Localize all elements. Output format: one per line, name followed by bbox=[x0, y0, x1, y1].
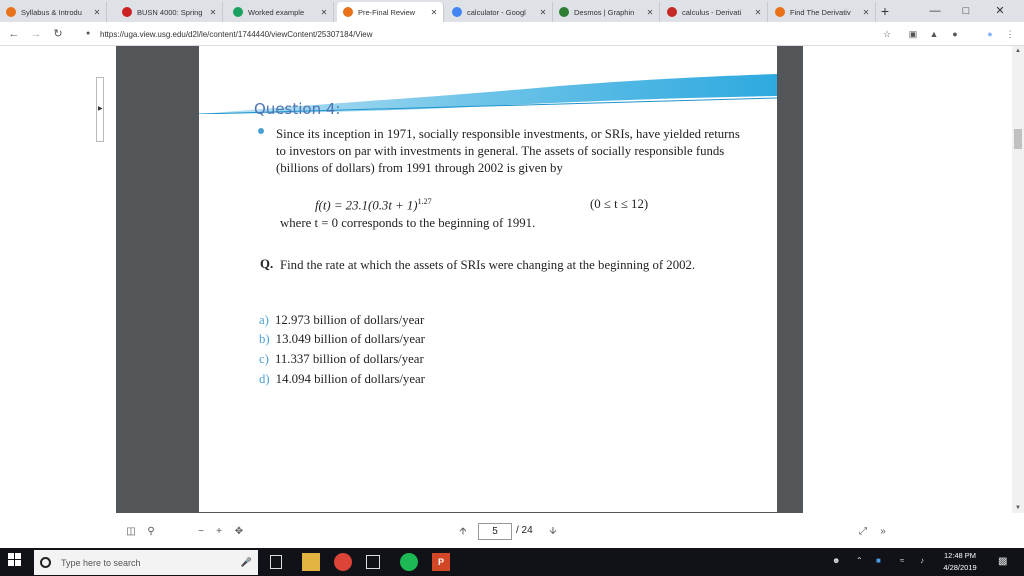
task-view-icon[interactable] bbox=[270, 555, 282, 569]
browser-toolbar bbox=[0, 22, 1024, 46]
tab-close-icon[interactable]: ✕ bbox=[646, 7, 654, 17]
tab-label: Find The Derivativ bbox=[790, 7, 851, 17]
scroll-up-icon[interactable]: ▲ bbox=[1015, 48, 1021, 54]
thumbnails-icon[interactable]: ◫ bbox=[126, 526, 136, 537]
desmos-icon bbox=[559, 7, 569, 17]
tab-label: Worked example bbox=[248, 7, 305, 17]
formula bbox=[315, 197, 432, 213]
choice-letter: c) bbox=[259, 352, 269, 366]
extension-icon[interactable]: ▣ bbox=[908, 29, 918, 39]
reload-icon[interactable]: ↻ bbox=[53, 28, 63, 40]
tab-close-icon[interactable]: ✕ bbox=[539, 7, 547, 17]
gear-icon bbox=[667, 7, 677, 17]
tab-close-icon[interactable]: ✕ bbox=[430, 7, 438, 17]
browser-tab[interactable] bbox=[116, 2, 223, 22]
prev-page-icon[interactable]: 🡩 bbox=[459, 526, 467, 537]
new-tab-button[interactable]: + bbox=[880, 3, 890, 19]
chrome-icon[interactable] bbox=[334, 553, 352, 571]
sidebar-toggle[interactable] bbox=[96, 77, 104, 142]
profile-avatar-icon[interactable]: ● bbox=[987, 29, 993, 39]
choice-text: 13.049 billion of dollars/year bbox=[275, 332, 425, 346]
lock-icon: ● bbox=[86, 30, 91, 37]
tray-app-icon[interactable]: ■ bbox=[876, 556, 881, 565]
formula-domain: (0 ≤ t ≤ 12) bbox=[590, 197, 649, 211]
maximize-icon[interactable]: □ bbox=[962, 5, 970, 17]
tab-label: Desmos | Graphin bbox=[574, 7, 635, 17]
bookmark-star-icon[interactable]: ☆ bbox=[882, 29, 892, 39]
volume-icon[interactable]: ♪ bbox=[920, 556, 924, 565]
brightspace-icon bbox=[343, 7, 353, 17]
calculator-icon[interactable] bbox=[366, 555, 380, 569]
tab-label: calculus - Derivati bbox=[682, 7, 742, 17]
question-title: Question 4: bbox=[254, 100, 341, 118]
notifications-icon[interactable]: ▩ bbox=[998, 556, 1008, 567]
choice-letter: b) bbox=[259, 332, 270, 346]
browser-tab[interactable] bbox=[337, 2, 444, 22]
choice-text: 14.094 billion of dollars/year bbox=[275, 372, 425, 386]
formula-exponent: 1.27 bbox=[417, 197, 432, 206]
forward-icon[interactable]: → bbox=[30, 28, 42, 40]
search-placeholder: Type here to search bbox=[61, 557, 141, 568]
powerpoint-icon[interactable]: P bbox=[432, 553, 450, 571]
question-intro: Since its inception in 1971, socially responsible investments, or SRIs, have yielded returns to investors on par with investments in general. The assets of socially responsible funds (billions of dollars) from 1991 through 2002 is given by bbox=[276, 127, 740, 175]
choice-text: 12.973 billion of dollars/year bbox=[274, 313, 425, 327]
scroll-down-icon[interactable]: ▼ bbox=[1015, 505, 1021, 511]
browser-tab[interactable] bbox=[446, 2, 553, 22]
formula-where: where t = 0 corresponds to the beginning of 1991. bbox=[280, 216, 536, 230]
choice-c bbox=[259, 352, 424, 367]
tab-label: Syllabus & Introdu bbox=[21, 7, 82, 17]
tab-strip bbox=[0, 0, 1024, 22]
microphone-icon[interactable]: 🎤 bbox=[240, 557, 252, 567]
spotify-icon[interactable] bbox=[400, 553, 418, 571]
tray-chevron-up-icon[interactable]: ⌃ bbox=[856, 556, 863, 565]
page-number-input[interactable]: 5 bbox=[478, 523, 512, 540]
more-tools-icon[interactable]: » bbox=[880, 526, 886, 537]
tab-label: Pre-Final Review bbox=[358, 7, 416, 17]
tab-close-icon[interactable]: ✕ bbox=[209, 7, 217, 17]
choice-letter: a) bbox=[259, 313, 269, 327]
wolfram-icon bbox=[122, 7, 132, 17]
search-icon[interactable]: ⚲ bbox=[147, 526, 155, 537]
browser-tab[interactable] bbox=[661, 2, 768, 22]
tab-close-icon[interactable]: ✕ bbox=[862, 7, 870, 17]
minimize-icon[interactable]: — bbox=[929, 5, 941, 17]
tab-close-icon[interactable]: ✕ bbox=[93, 7, 101, 17]
tab-label: calculator - Googl bbox=[467, 7, 526, 17]
choice-d bbox=[259, 372, 425, 387]
scrollbar-thumb[interactable] bbox=[1014, 129, 1022, 149]
browser-tab[interactable] bbox=[0, 2, 107, 22]
bullet-dot bbox=[258, 128, 264, 134]
back-icon[interactable]: ← bbox=[8, 28, 20, 40]
people-icon[interactable]: ☻ bbox=[832, 556, 841, 565]
question-text: Find the rate at which the assets of SRIs were changing at the beginning of 2002. bbox=[280, 258, 696, 272]
taskbar-search-box[interactable] bbox=[34, 550, 258, 575]
extension-circle-icon[interactable]: ● bbox=[952, 29, 958, 39]
choice-a bbox=[259, 313, 424, 328]
chevron-right-icon: ▶ bbox=[98, 106, 103, 112]
choice-text: 11.337 billion of dollars/year bbox=[274, 352, 424, 366]
tab-close-icon[interactable]: ✕ bbox=[320, 7, 328, 17]
choice-b bbox=[259, 332, 425, 347]
zoom-out-icon[interactable]: − bbox=[198, 526, 204, 537]
system-clock[interactable] bbox=[938, 550, 982, 574]
google-icon bbox=[452, 7, 462, 17]
formula-base: f(t) = 23.1(0.3t + 1) bbox=[315, 198, 418, 213]
browser-tab[interactable] bbox=[769, 2, 876, 22]
menu-kebab-icon[interactable]: ⋮ bbox=[1005, 29, 1015, 39]
fullscreen-icon[interactable]: ⤢ bbox=[859, 526, 867, 537]
browser-tab[interactable] bbox=[227, 2, 334, 22]
vertical-scrollbar[interactable] bbox=[1012, 46, 1024, 513]
browser-tab[interactable] bbox=[553, 2, 660, 22]
check-circle-icon bbox=[233, 7, 243, 17]
next-page-icon[interactable]: 🡫 bbox=[549, 526, 557, 537]
tab-label: BUSN 4000: Spring bbox=[137, 7, 203, 17]
question-label: Q. bbox=[260, 257, 274, 271]
address-bar[interactable] bbox=[86, 26, 876, 42]
tab-close-icon[interactable]: ✕ bbox=[754, 7, 762, 17]
close-window-icon[interactable]: ✕ bbox=[995, 5, 1005, 17]
fit-page-icon[interactable]: ✥ bbox=[234, 526, 244, 537]
file-explorer-icon[interactable] bbox=[302, 553, 320, 571]
cortana-icon bbox=[40, 557, 51, 568]
brightspace-icon bbox=[6, 7, 16, 17]
zoom-in-icon[interactable]: + bbox=[216, 526, 222, 537]
clock-time: 12:48 PM bbox=[943, 551, 977, 560]
windows-start-icon[interactable] bbox=[8, 553, 22, 567]
choice-letter: d) bbox=[259, 372, 270, 386]
chegg-icon bbox=[775, 7, 785, 17]
extension-drive-icon[interactable]: ▲ bbox=[929, 29, 939, 39]
page-total: / 24 bbox=[516, 525, 533, 536]
wifi-icon[interactable]: ≈ bbox=[900, 556, 905, 565]
clock-date: 4/28/2019 bbox=[943, 563, 977, 572]
url-text[interactable]: https://uga.view.usg.edu/d2l/le/content/1744440/viewContent/25307184/View bbox=[100, 29, 373, 39]
